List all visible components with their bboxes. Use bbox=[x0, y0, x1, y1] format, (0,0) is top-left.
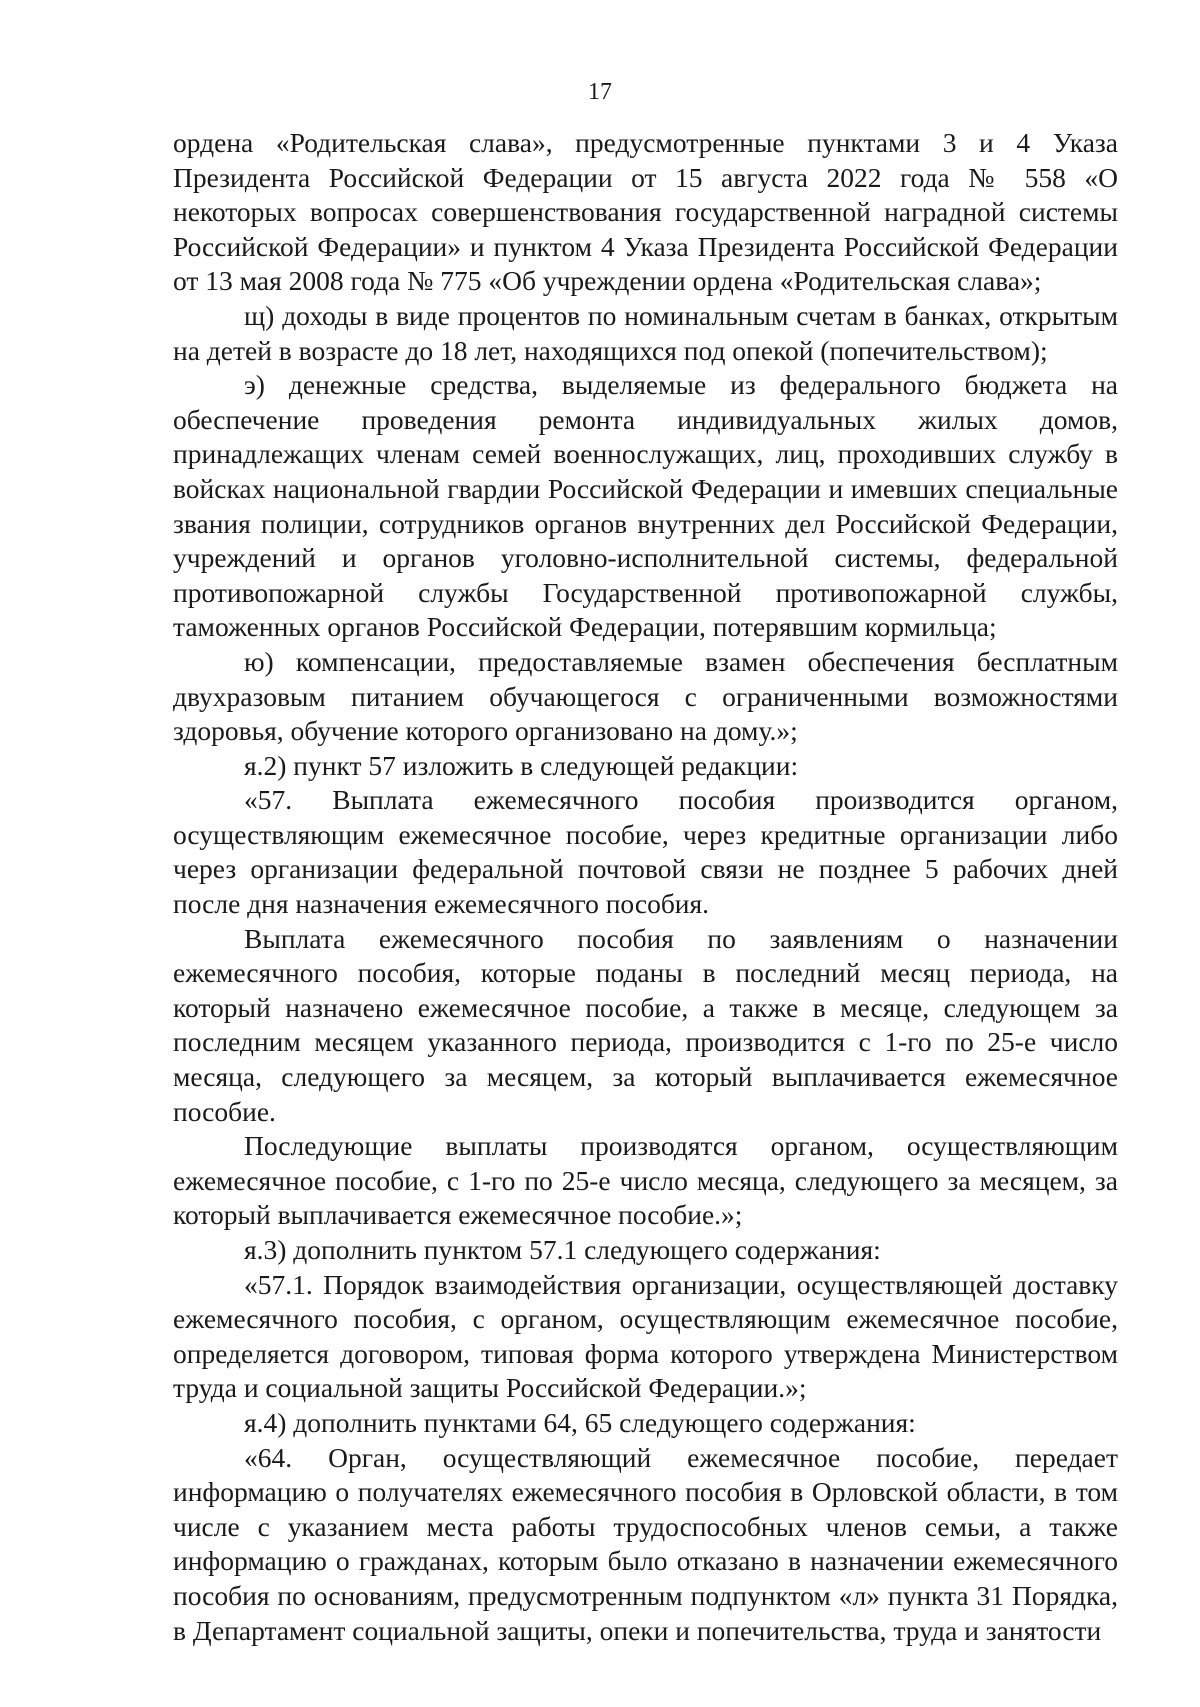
paragraph-point-64: «64. Орган, осуществляющий ежемесячное пособие, передает информацию о получателях ежемесячного пособия в Орловской области, в том числе с указанием места работы трудоспособных членов семьи, а также информацию о гражданах, которым было отказано в назначении ежемесячного пособия по основаниям, предусмотренным подпунктом «л» пункта 31 Порядка, в Департамент социальной защиты, опеки и попечительства, труда и занятости bbox=[173, 1441, 1118, 1646]
paragraph-point-57: «57. Выплата ежемесячного пособия производится органом, осуществляющим ежемесячное пособие, через кредитные организации либо через организации федеральной почтовой связи не позднее 5 рабочих дней после дня назначения ежемесячного пособия. bbox=[173, 784, 1118, 920]
paragraph-item-ya2: я.2) пункт 57 изложить в следующей редакции: bbox=[244, 749, 799, 781]
document-body bbox=[173, 126, 1118, 1648]
page-number: 17 bbox=[588, 79, 612, 105]
paragraph-item-e: э) денежные средства, выделяемые из федерального бюджета на обеспечение проведения ремонта индивидуальных жилых домов, принадлежащих членам семей военнослужащих, лиц, проходивших службу в войсках национальной гвардии Российской Федерации и имевших специальные звания полиции, сотрудников органов внутренних дел Российской Федерации, учреждений и органов уголовно-исполнительной системы, федеральной противопожарной службы Государственной противопожарной службы, таможенных органов Российской Федерации, потерявшим кормильца; bbox=[173, 369, 1118, 643]
paragraph-item-yu: ю) компенсации, предоставляемые взамен обеспечения бесплатным двухразовым питанием обучающегося с ограниченными возможностями здоровья, обучение которого организовано на дому.»; bbox=[173, 645, 1118, 747]
paragraph-item-ya3: я.3) дополнить пунктом 57.1 следующего содержания: bbox=[244, 1234, 881, 1265]
paragraph-point-57-part2: Выплата ежемесячного пособия по заявлениям о назначении ежемесячного пособия, которые поданы в последний месяц периода, на который назначено ежемесячное пособие, а также в месяце, следующем за последним месяцем указанного периода, производится с 1-го по 25-е число месяца, следующего за месяцем, за который выплачивается ежемесячное пособие. bbox=[173, 922, 1118, 1127]
paragraph-point-57-part3: Последующие выплаты производятся органом, осуществляющим ежемесячное пособие, с 1-го по 25-е число месяца, следующего за месяцем, за который выплачивается ежемесячное пособие.»; bbox=[173, 1130, 1118, 1231]
paragraph-point-57-1: «57.1. Порядок взаимодействия организации, осуществляющей доставку ежемесячного пособия, с органом, осуществляющим ежемесячное пособие, определяется договором, типовая форма которого утверждена Министерством труда и социальной защиты Российской Федерации.»; bbox=[173, 1268, 1118, 1404]
paragraph-item-shch: щ) доходы в виде процентов по номинальным счетам в банках, открытым на детей в возрасте до 18 лет, находящихся под опекой (попечительством); bbox=[173, 299, 1118, 366]
paragraph-item-ya4: я.4) дополнить пунктами 64, 65 следующего содержания: bbox=[244, 1406, 916, 1438]
paragraph-continuation: ордена «Родительская слава», предусмотренные пунктами 3 и 4 Указа Президента Российской Федерации от 15 августа 2022 года № 558 «О некоторых вопросах совершенствования государственной наградной системы Российской Федерации» и пунктом 4 Указа Президента Российской Федерации от 13 мая 2008 года № 775 «Об учреждении ордена «Родительская слава»; bbox=[173, 127, 1118, 297]
